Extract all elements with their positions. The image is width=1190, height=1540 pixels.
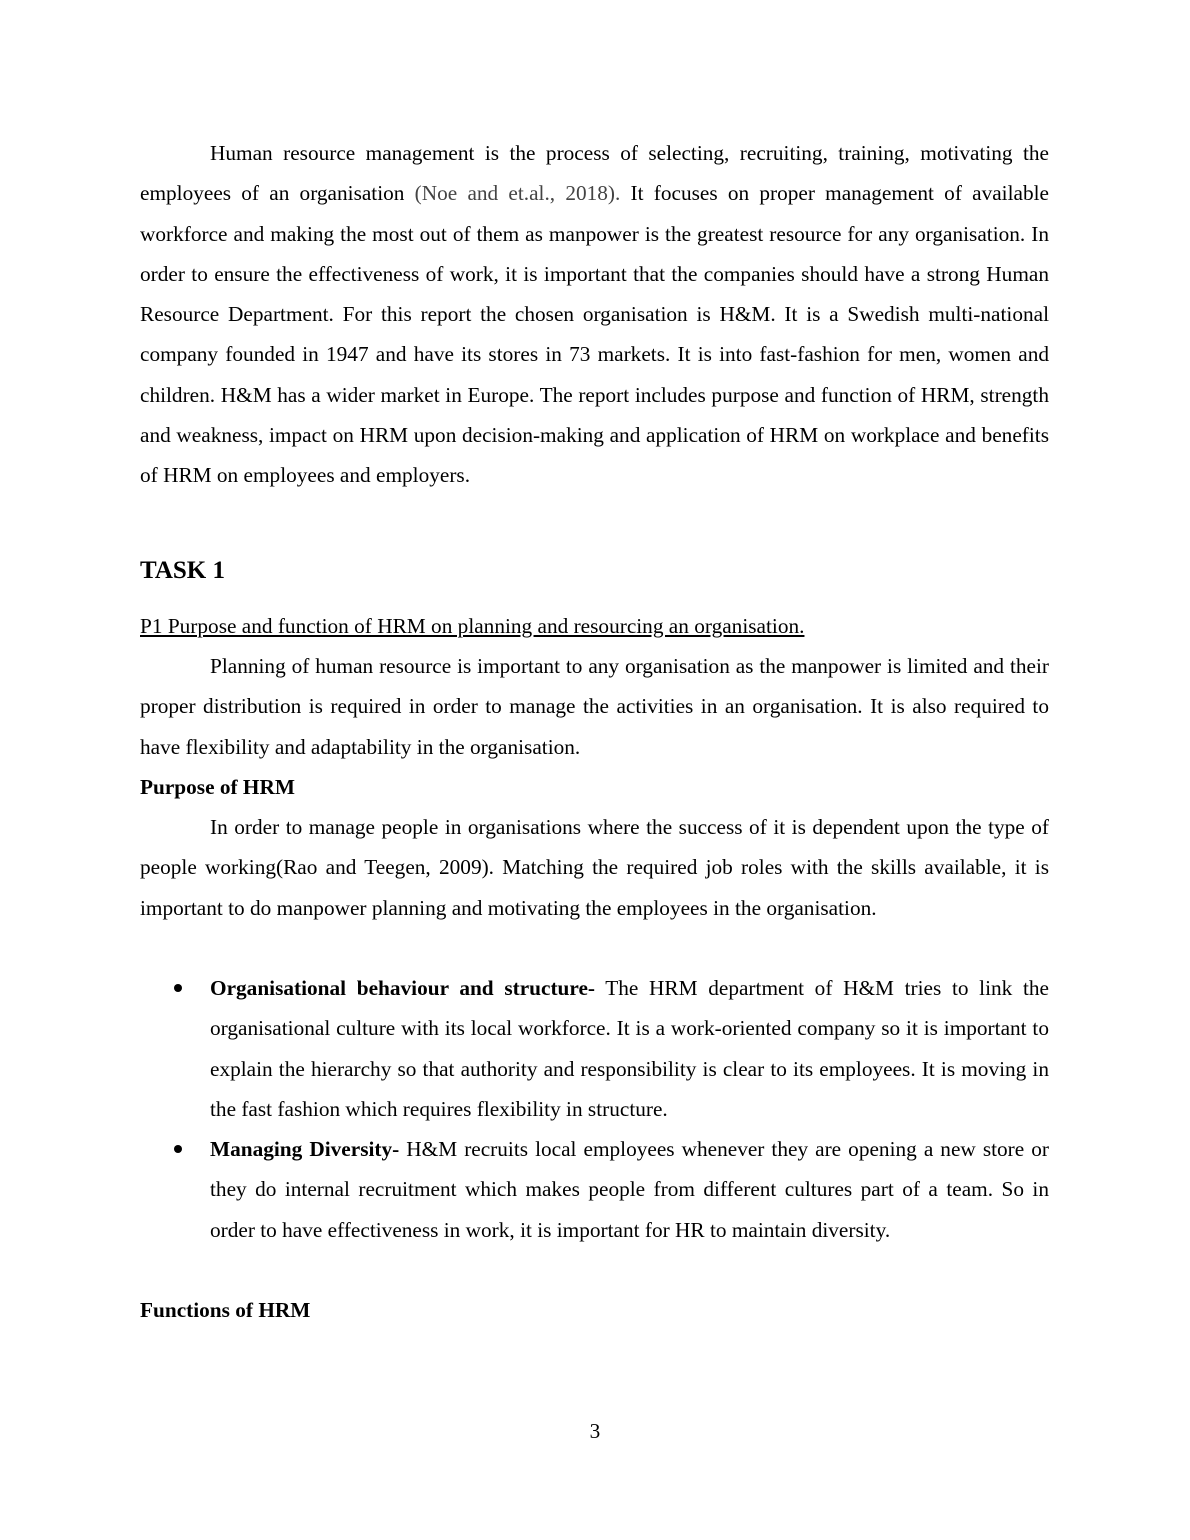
bullet-icon <box>174 1145 182 1153</box>
intro-paragraph-block <box>140 133 1049 496</box>
functions-heading: Functions of HRM <box>140 1298 311 1322</box>
intro-citation: (Noe and et.al., 2018). <box>414 181 621 206</box>
bullet-title: Organisational behaviour and structure- <box>210 976 595 1000</box>
purpose-paragraph-block <box>140 807 1049 928</box>
bullet-text: H&M recruits local employees whenever they are opening a new store or they do internal recruitment which makes people from different cultures part of a team. So in order to have effectiveness in work, it is important for HR to maintain diversity. <box>210 1137 1050 1242</box>
intro-paragraph <box>140 133 1049 496</box>
planning-paragraph-block <box>140 646 1049 767</box>
list-item <box>210 968 1049 1129</box>
purpose-paragraph: In order to manage people in organisations where the success of it is dependent upon the type of people working(Rao and Teegen, 2009). Matching the required job roles with the skills available, it is important to do manpower planning and motivating the employees in the organisation. <box>140 815 1049 920</box>
list-item <box>210 1129 1049 1250</box>
page-number: 3 <box>589 1419 601 1443</box>
bullet-icon <box>174 984 182 992</box>
bullet-list <box>210 968 1049 1250</box>
bullet-title: Managing Diversity- <box>210 1137 400 1162</box>
p1-heading: P1 Purpose and function of HRM on planning and resourcing an organisation. <box>140 614 805 638</box>
bullet-text: The HRM department of H&M tries to link the organisational culture with its local workforce. It is a work-oriented company so it is important to explain the hierarchy so that authority and responsibility is clear to its employees. It is moving in the fast fashion which requires flexibility in structure. <box>210 976 1049 1121</box>
intro-text-part1: Human resource management is the process of selecting, recruiting, training, motivating the employees of an organisation <box>140 141 1049 206</box>
intro-text-part2: It focuses on proper management of available workforce and making the most out of them as manpower is the greatest resource for any organisation. In order to ensure the effectiveness of work, it is important that the companies should have a strong Human Resource Department. For this report the chosen organisation is H&M. It is a Swedish multi-national company founded in 1947 and have its stores in 73 markets. It is into fast-fashion for men, women and children. H&M has a wider market in Europe. The report includes purpose and function of HRM, strength and weakness, impact on HRM upon decision-making and application of HRM on workplace and benefits of HRM on employees and employers. <box>140 181 1049 488</box>
task-heading: TASK 1 <box>140 557 225 584</box>
planning-paragraph: Planning of human resource is important to any organisation as the manpower is limited and their proper distribution is required in order to manage the activities in an organisation. It is also required to have flexibility and adaptability in the organisation. <box>140 654 1049 759</box>
purpose-heading: Purpose of HRM <box>140 775 295 799</box>
